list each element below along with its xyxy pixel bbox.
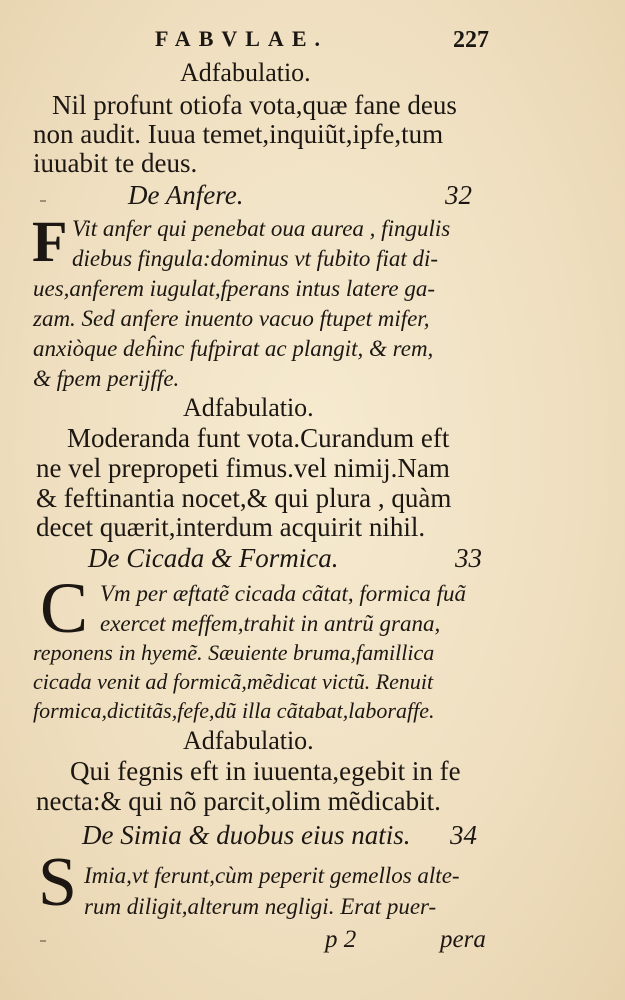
fable-text-line: anxiòque deĥinc fufpirat ac plangit, & rem, — [33, 336, 434, 361]
fable-text-line: rum diligit,alterum negligi. Erat puer- — [84, 894, 437, 919]
adfabulatio-heading: Adfabulatio. — [183, 393, 314, 422]
fable-text-line: Vit anfer qui penebat oua aurea , fingulis — [72, 216, 451, 241]
text-line: & feftinantia nocet,& qui plura , quàm — [36, 483, 452, 513]
fable-number: 32 — [445, 180, 472, 210]
drop-cap-letter: C — [40, 568, 89, 648]
drop-cap-letter: F — [32, 209, 68, 274]
fable-number: 33 — [455, 543, 482, 573]
fable-title: De Anfere. — [128, 180, 244, 210]
fable-text-line: formica,dictitãs,fefe,dũ illa cãtabat,laboraffe. — [33, 698, 435, 723]
drop-cap-letter: S — [38, 844, 77, 921]
text-line: non audit. Iuua temet,inquiũt,ipfe,tum — [33, 119, 444, 149]
text-line: Moderanda funt vota.Curandum eft — [67, 423, 450, 453]
catchword: pera — [440, 926, 486, 953]
adfabulatio-heading: Adfabulatio. — [183, 726, 314, 755]
fable-text-line: zam. Sed anfere inuento vacuo ftupet mifer, — [33, 306, 430, 331]
text-line: Qui fegnis eft in iuuenta,egebit in fe — [70, 756, 461, 786]
fable-text-line: ues,anferem iugulat,fperans intus latere ga- — [33, 276, 436, 301]
fable-text-line: cicada venit ad formicã,mẽdicat victũ. Renuit — [33, 669, 434, 694]
fable-text-line: diebus fingula:dominus vt fubito fiat di- — [72, 246, 439, 271]
fable-text-line: Vm per æftatẽ cicada cãtat, formica fuã — [100, 581, 467, 606]
page-number: 227 — [453, 27, 489, 53]
text-line: iuuabit te deus. — [33, 148, 198, 178]
fable-title: De Cicada & Formica. — [88, 543, 339, 573]
fable-text-line: Imia,vt ferunt,cùm peperit gemellos alte- — [84, 863, 460, 888]
fable-text-line: & fpem perijffe. — [33, 366, 180, 391]
text-line: decet quærit,interdum acquirit nihil. — [36, 512, 426, 542]
fable-text-line: reponens in hyemẽ. Sæuiente bruma,famillica — [33, 640, 435, 665]
margin-mark — [40, 200, 46, 202]
fable-text-line: exercet meffem,trahit in antrũ grana, — [100, 611, 441, 636]
signature-mark: p 2 — [325, 926, 357, 953]
adfabulatio-heading: Adfabulatio. — [180, 58, 311, 87]
running-header-title: FABVLAE. — [155, 26, 328, 51]
fable-title: De Simia & duobus eius natis. — [82, 820, 411, 850]
margin-mark — [40, 940, 46, 942]
fable-number: 34 — [450, 820, 477, 850]
text-line: necta:& qui nõ parcit,olim mẽdicabit. — [36, 786, 441, 816]
text-line: Nil profunt otiofa vota,quæ fane deus — [52, 90, 457, 120]
text-line: ne vel prepropeti fimus.vel nimij.Nam — [36, 453, 450, 483]
